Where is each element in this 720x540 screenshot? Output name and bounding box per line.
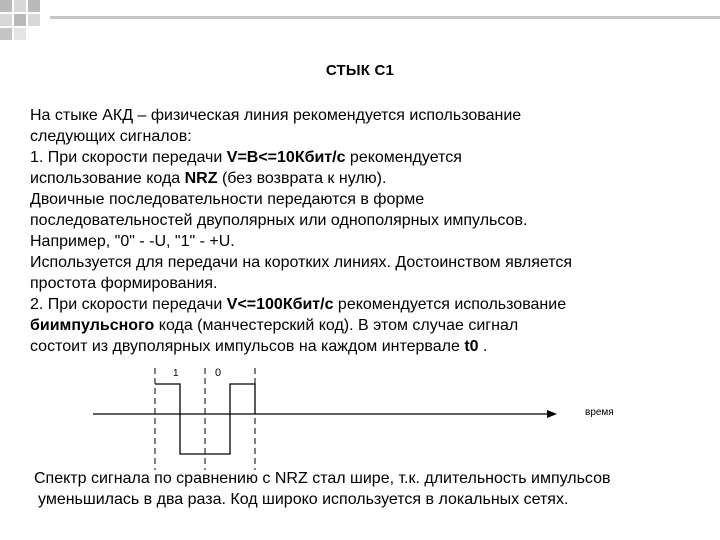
manchester-code-diagram (85, 360, 645, 470)
summary-text (34, 468, 704, 510)
line12-t0-bold: t0 (464, 338, 479, 355)
body-line-7: Например, "0" - -U, "1" - +U. (30, 233, 235, 250)
line12-suffix: . (478, 338, 488, 355)
body-line-2: следующих сигналов: (30, 128, 192, 145)
line4-prefix: использование кода (30, 170, 185, 187)
body-line-10 (30, 294, 680, 315)
line10-speed-bold: V<=100Кбит/с (226, 296, 334, 313)
decorative-top-line (50, 16, 720, 19)
body-line-5: Двоичные последовательности передаются в форме (30, 191, 425, 208)
body-line-9: простота формирования. (30, 275, 218, 292)
line3-suffix: рекомендуется (345, 149, 462, 166)
time-axis-label: время (585, 407, 614, 418)
line11-suffix: кода (манчестерский код). В этом случае сигнал (154, 317, 519, 334)
body-line-1: На стыке АКД – физическая линия рекомендуется использование (30, 107, 522, 124)
bit-label-0: 0 (215, 367, 222, 379)
line10-prefix: 2. При скорости передачи (30, 296, 227, 313)
summary-line-2: уменьшилась в два раза. Код широко используется в локальных сетях. (38, 491, 569, 508)
line11-biphase-bold: биимпульсного (30, 317, 155, 334)
body-line-11 (30, 315, 680, 336)
line3-speed-bold: V=B<=10Кбит/с (226, 149, 346, 166)
line4-nrz-bold: NRZ (184, 170, 218, 187)
line10-suffix: рекомендуется использование (333, 296, 567, 313)
decorative-squares (0, 0, 70, 50)
line12-prefix: состоит из двуполярных импульсов на каждом интервале (30, 338, 465, 355)
line3-prefix: 1. При скорости передачи (30, 149, 227, 166)
body-line-12 (30, 336, 680, 357)
bit-label-1: 1 (173, 368, 179, 379)
slide-body (30, 105, 680, 357)
body-line-6: последовательностей двуполярных или однополярных импульсов. (30, 212, 528, 229)
summary-line-1: Спектр сигнала по сравнению с NRZ стал шире, т.к. длительность импульсов (34, 470, 611, 487)
body-line-3 (30, 147, 680, 168)
time-axis-arrow (547, 410, 557, 418)
line4-suffix: (без возврата к нулю). (217, 170, 387, 187)
body-line-4 (30, 168, 680, 189)
body-line-8: Используется для передачи на коротких линиях. Достоинством является (30, 254, 573, 271)
slide-title: СТЫК С1 (325, 62, 395, 79)
